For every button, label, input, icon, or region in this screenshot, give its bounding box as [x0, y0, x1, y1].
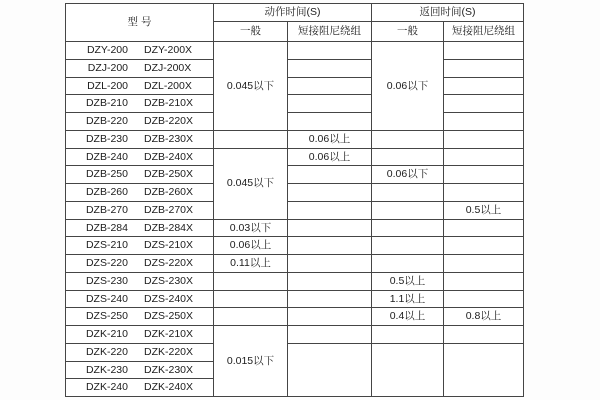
model-x-label: DZK-240X	[143, 381, 194, 394]
cell-action-general	[214, 272, 288, 290]
cell-return-general	[372, 343, 444, 396]
model-label: DZK-230	[85, 363, 128, 376]
model-label: DZJ-200	[87, 61, 128, 74]
model-label: DZS-250	[85, 310, 128, 323]
model-label: DZK-210	[85, 328, 128, 341]
table-row	[66, 166, 524, 184]
cell-action-damped	[288, 166, 372, 184]
cell-action-damped	[288, 95, 372, 113]
cell-action-damped	[288, 219, 372, 237]
cell-action-damped	[288, 326, 372, 344]
cell-model	[66, 379, 214, 397]
model-label: DZB-230	[85, 132, 128, 145]
table-row	[66, 255, 524, 273]
table-row	[66, 201, 524, 219]
cell-return-general: 0.4以上	[372, 308, 444, 326]
subheader-return-general: 一般	[372, 22, 444, 42]
header-action-time: 动作时间(S)	[214, 4, 372, 22]
table-row	[66, 113, 524, 131]
cell-action-general: 0.015以下	[214, 326, 288, 397]
model-label: DZK-240	[85, 381, 128, 394]
cell-action-damped	[288, 77, 372, 95]
model-x-label: DZJ-200X	[144, 61, 192, 74]
cell-model	[66, 237, 214, 255]
cell-action-damped	[288, 272, 372, 290]
table-row	[66, 184, 524, 202]
cell-return-general: 1.1以上	[372, 290, 444, 308]
spec-table	[65, 3, 524, 397]
cell-action-damped	[288, 237, 372, 255]
cell-action-general: 0.03以下	[214, 219, 288, 237]
model-x-label: DZL-200X	[144, 79, 192, 92]
model-x-label: DZK-230X	[143, 363, 194, 376]
table-row	[66, 237, 524, 255]
cell-action-damped: 0.06以上	[288, 148, 372, 166]
cell-return-damped	[444, 77, 524, 95]
model-label: DZS-210	[85, 239, 128, 252]
model-x-label: DZB-220X	[143, 115, 194, 128]
model-x-label: DZY-200X	[144, 44, 193, 57]
model-x-label: DZB-284X	[143, 221, 194, 234]
table-row	[66, 42, 524, 60]
cell-action-damped	[288, 255, 372, 273]
cell-return-general: 0.06以下	[372, 42, 444, 131]
header-row-groups	[66, 4, 524, 22]
table-row	[66, 77, 524, 95]
cell-return-damped	[444, 255, 524, 273]
cell-model	[66, 326, 214, 344]
cell-model	[66, 113, 214, 131]
cell-return-general: 0.5以上	[372, 272, 444, 290]
cell-return-general	[372, 201, 444, 219]
cell-action-damped	[288, 290, 372, 308]
cell-model	[66, 42, 214, 60]
cell-action-damped	[288, 59, 372, 77]
header-return-time: 返回时间(S)	[372, 4, 524, 22]
cell-return-general	[372, 130, 444, 148]
cell-action-general	[214, 130, 288, 148]
model-label: DZS-240	[85, 292, 128, 305]
table-row	[66, 95, 524, 113]
model-label: DZK-220	[85, 345, 128, 358]
model-label: DZY-200	[86, 44, 128, 57]
cell-action-damped: 0.06以上	[288, 130, 372, 148]
model-x-label: DZS-230X	[143, 274, 194, 287]
cell-model	[66, 184, 214, 202]
cell-return-damped	[444, 42, 524, 60]
cell-model	[66, 130, 214, 148]
cell-action-damped	[288, 42, 372, 60]
model-x-label: DZB-270X	[143, 203, 194, 216]
cell-return-damped	[444, 290, 524, 308]
cell-action-general: 0.045以下	[214, 42, 288, 131]
cell-return-damped	[444, 148, 524, 166]
cell-return-general	[372, 255, 444, 273]
model-label: DZS-220	[85, 257, 128, 270]
cell-action-damped	[288, 201, 372, 219]
model-label: DZB-210	[85, 97, 128, 110]
cell-action-general	[214, 308, 288, 326]
model-x-label: DZB-210X	[143, 97, 194, 110]
model-x-label: DZB-260X	[143, 186, 194, 199]
cell-return-damped	[444, 184, 524, 202]
cell-return-damped	[444, 130, 524, 148]
model-label: DZB-284	[85, 221, 128, 234]
model-label: DZB-270	[85, 203, 128, 216]
cell-return-general	[372, 148, 444, 166]
model-x-label: DZB-230X	[143, 132, 194, 145]
cell-return-damped: 0.5以上	[444, 201, 524, 219]
cell-action-damped	[288, 184, 372, 202]
cell-model	[66, 77, 214, 95]
model-label: DZB-240	[85, 150, 128, 163]
cell-return-damped	[444, 113, 524, 131]
cell-return-damped	[444, 219, 524, 237]
cell-model	[66, 201, 214, 219]
model-x-label: DZS-250X	[143, 310, 194, 323]
cell-action-general: 0.045以下	[214, 148, 288, 219]
table-row	[66, 59, 524, 77]
model-x-label: DZS-210X	[143, 239, 194, 252]
table-row	[66, 290, 524, 308]
cell-model	[66, 59, 214, 77]
model-label: DZB-220	[85, 115, 128, 128]
model-label: DZB-260	[85, 186, 128, 199]
cell-model	[66, 361, 214, 379]
header-model: 型 号	[66, 4, 214, 42]
cell-model	[66, 95, 214, 113]
cell-action-damped	[288, 343, 372, 396]
model-x-label: DZB-240X	[143, 150, 194, 163]
cell-return-general	[372, 326, 444, 344]
cell-model	[66, 343, 214, 361]
model-x-label: DZK-220X	[143, 345, 194, 358]
cell-return-general: 0.06以下	[372, 166, 444, 184]
table-row	[66, 272, 524, 290]
table-row	[66, 326, 524, 344]
cell-model	[66, 148, 214, 166]
table-row	[66, 343, 524, 361]
subheader-action-damped: 短接阻尼绕组	[288, 22, 372, 42]
cell-return-general	[372, 184, 444, 202]
cell-model	[66, 166, 214, 184]
model-label: DZS-230	[85, 274, 128, 287]
cell-return-damped	[444, 237, 524, 255]
table-row	[66, 148, 524, 166]
table-row	[66, 219, 524, 237]
cell-model	[66, 219, 214, 237]
subheader-action-general: 一般	[214, 22, 288, 42]
subheader-return-damped: 短接阻尼绕组	[444, 22, 524, 42]
cell-model	[66, 255, 214, 273]
cell-action-damped	[288, 308, 372, 326]
cell-action-damped	[288, 113, 372, 131]
cell-return-damped	[444, 343, 524, 396]
table-row	[66, 130, 524, 148]
model-x-label: DZS-220X	[143, 257, 194, 270]
model-label: DZL-200	[87, 79, 128, 92]
cell-return-general	[372, 219, 444, 237]
cell-model	[66, 308, 214, 326]
cell-model	[66, 290, 214, 308]
model-label: DZB-250	[85, 168, 128, 181]
cell-return-damped	[444, 272, 524, 290]
cell-return-damped	[444, 59, 524, 77]
model-x-label: DZS-240X	[143, 292, 194, 305]
cell-return-damped	[444, 95, 524, 113]
cell-return-damped	[444, 326, 524, 344]
table-row	[66, 308, 524, 326]
cell-action-general: 0.11以上	[214, 255, 288, 273]
cell-return-damped	[444, 166, 524, 184]
cell-model	[66, 272, 214, 290]
model-x-label: DZK-210X	[143, 328, 194, 341]
cell-action-general: 0.06以上	[214, 237, 288, 255]
cell-action-general	[214, 290, 288, 308]
cell-return-general	[372, 237, 444, 255]
cell-return-damped: 0.8以上	[444, 308, 524, 326]
model-x-label: DZB-250X	[143, 168, 194, 181]
